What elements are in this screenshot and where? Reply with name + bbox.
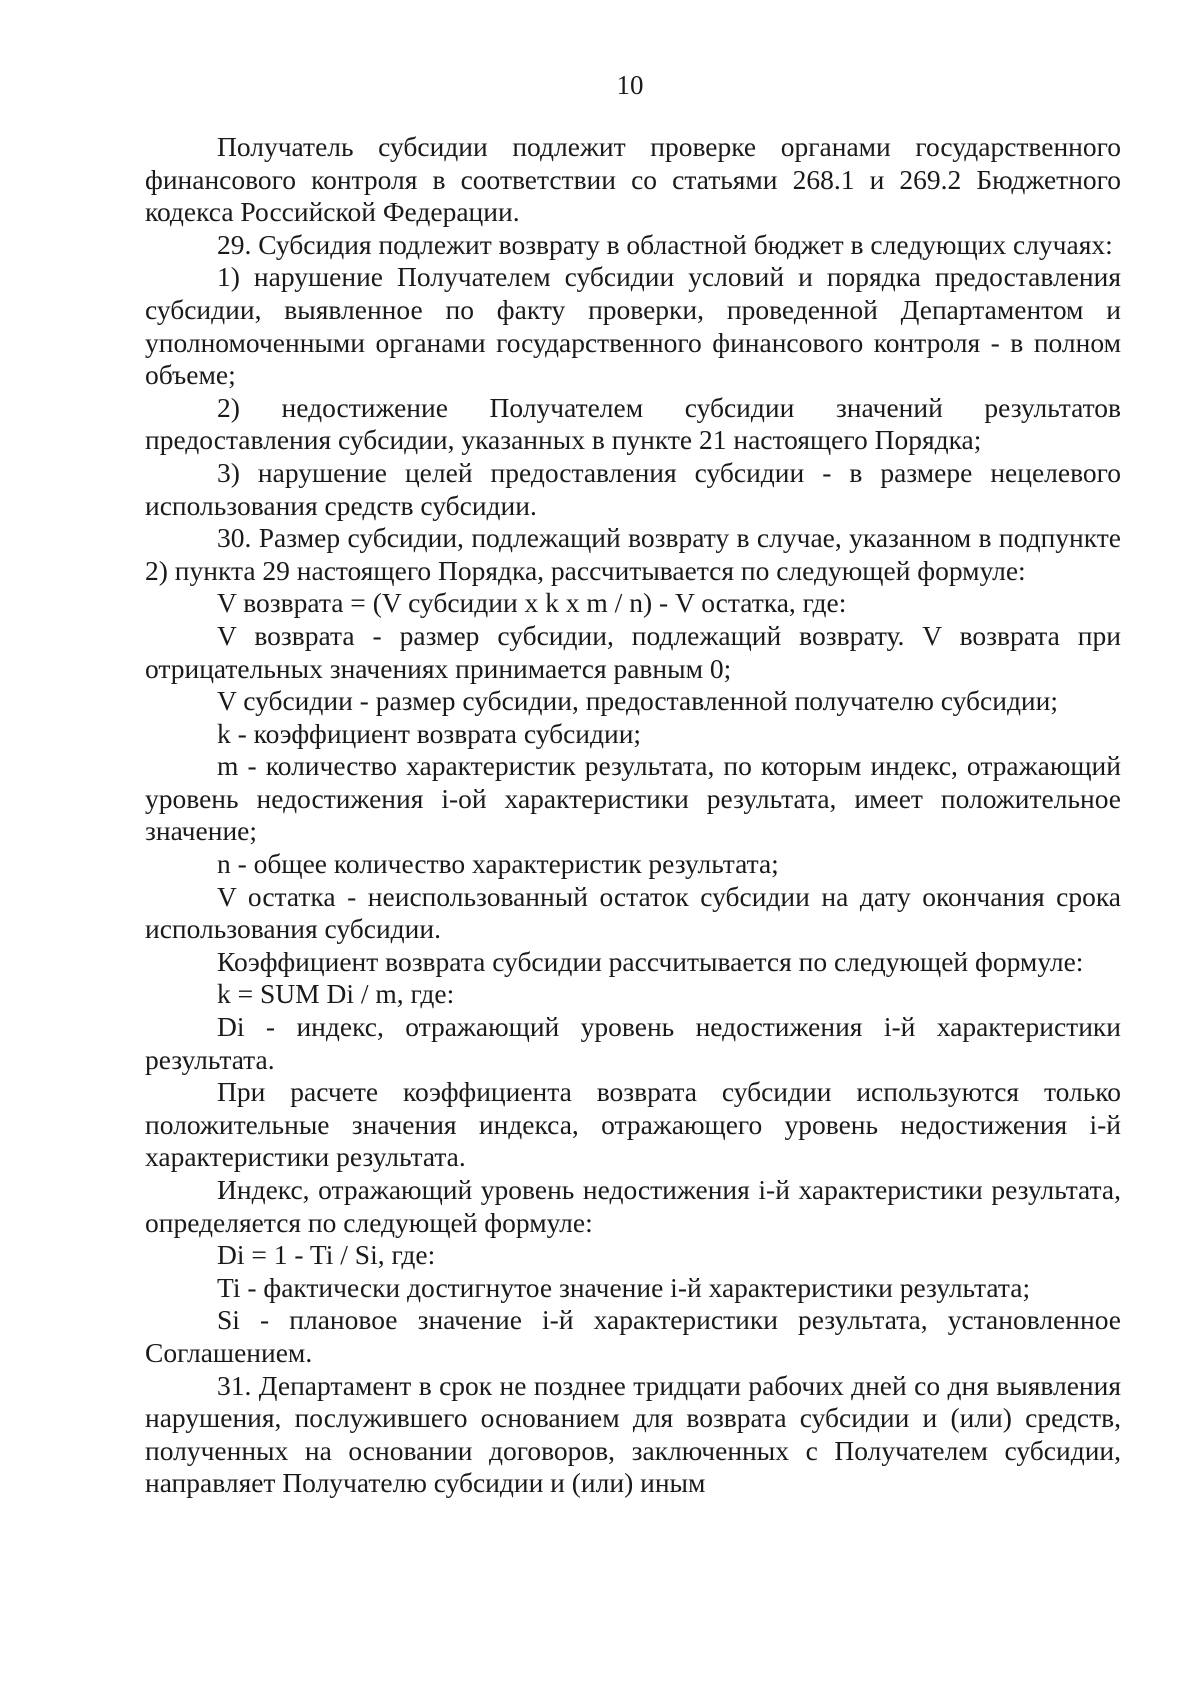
definition-v-remainder: V остатка - неиспользованный остаток субсидии на дату окончания срока использования субсидии.	[145, 880, 1121, 945]
paragraph-clause-29: 29. Субсидия подлежит возврату в областной бюджет в следующих случаях:	[217, 228, 1113, 260]
definition-si: Si - плановое значение i-й характеристики результата, установленное Соглашением.	[145, 1304, 1121, 1368]
formula-k: k = SUM Di / m, где:	[217, 978, 455, 1010]
paragraph-clause-30: 30. Размер субсидии, подлежащий возврату в случае, указанном в подпункте 2) пункта 29 настоящего Порядка, рассчитывается по следующей формуле:	[145, 522, 1121, 586]
formula-return-amount: V возврата = (V субсидии x k x m / n) - V остатка, где:	[217, 587, 847, 619]
definition-di: Di - индекс, отражающий уровень недостижения i-й характеристики результата.	[145, 1011, 1121, 1075]
paragraph-recipient-control: Получатель субсидии подлежит проверке органами государственного финансового контроля в соответствии со статьями 268.1 и 269.2 Бюджетного кодекса Российской Федерации.	[145, 131, 1121, 228]
definition-v-subsidy: V субсидии - размер субсидии, предоставленной получателю субсидии;	[217, 685, 1059, 717]
list-item-29-2: 2) недостижение Получателем субсидии значений результатов предоставления субсидии, указанных в пункте 21 настоящего Порядка;	[145, 391, 1121, 456]
definition-k: k - коэффициент возврата субсидии;	[217, 717, 642, 749]
definition-v-return: V возврата - размер субсидии, подлежащий возврату. V возврата при отрицательных значениях принимается равным 0;	[145, 619, 1121, 684]
list-item-29-3: 3) нарушение целей предоставления субсидии - в размере нецелевого использования средств субсидии.	[145, 456, 1121, 521]
definition-ti: Ti - фактически достигнутое значение i-й характеристики результата;	[217, 1271, 1031, 1303]
document-body	[145, 131, 1121, 1500]
paragraph-positive-values: При расчете коэффициента возврата субсидии используются только положительные значения индекса, отражающего уровень недостижения i-й характеристики результата.	[145, 1076, 1121, 1173]
definition-n: n - общее количество характеристик результата;	[217, 848, 779, 880]
paragraph-coefficient-intro: Коэффициент возврата субсидии рассчитывается по следующей формуле:	[217, 945, 1084, 977]
page-number: 10	[616, 70, 644, 100]
paragraph-index-intro: Индекс, отражающий уровень недостижения i-й характеристики результата, определяется по следующей формуле:	[145, 1174, 1121, 1238]
definition-m: m - количество характеристик результата, по которым индекс, отражающий уровень недостижения i-ой характеристики результата, имеет положительное значение;	[145, 750, 1121, 847]
paragraph-clause-31: 31. Департамент в срок не позднее тридцати рабочих дней со дня выявления нарушения, послужившего основанием для возврата субсидии и (или) средств, полученных на основании договоров, заключенных с Получателем субсидии, направляет Получателю субсидии и (или) иным	[145, 1369, 1121, 1499]
list-item-29-1: 1) нарушение Получателем субсидии условий и порядка предоставления субсидии, выявленное по факту проверки, проведенной Департаментом и уполномоченными органами государственного финансового контроля - в полном объеме;	[145, 261, 1121, 391]
formula-di: Di = 1 - Ti / Si, где:	[217, 1239, 436, 1271]
